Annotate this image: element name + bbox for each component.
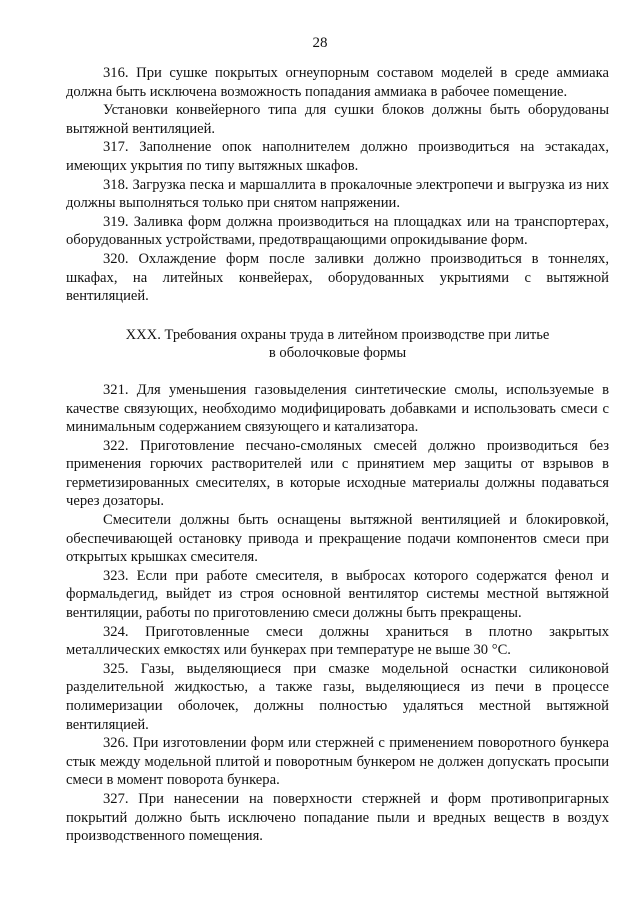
section-heading-line-1: XXX. Требования охраны труда в литейном производстве при литье bbox=[125, 326, 550, 343]
section-heading bbox=[66, 326, 609, 363]
paragraph-318: 318. Загрузка песка и маршаллита в прокалочные электропечи и выгрузка из них должны выполняться только при снятом напряжении. bbox=[66, 176, 609, 212]
paragraph-321: 321. Для уменьшения газовыделения синтетические смолы, используемые в качестве связующих, необходимо модифицировать добавками и использовать смеси с минимальным содержанием связующего и катализатора. bbox=[66, 381, 609, 436]
page-number: 28 bbox=[312, 35, 328, 51]
paragraph-322: 322. Приготовление песчано-смоляных смесей должно производиться без применения горючих растворителей или с принятием мер защиты от взрывов в герметизированных смесителях, в которые исходные материалы должны подаваться через дозаторы. bbox=[66, 437, 609, 510]
paragraph-323: 323. Если при работе смесителя, в выбросах которого содержатся фенол и формальдегид, выйдет из строя основной вентилятор системы местной вытяжной вентиляции, работы по приготовлению смеси должны быть прекращены. bbox=[66, 567, 609, 622]
document-body bbox=[66, 64, 609, 846]
paragraph-326: 326. При изготовлении форм или стержней с применением поворотного бункера стык между модельной плитой и поворотным бункером не должен допускать просыпи смеси в момент поворота бункера. bbox=[66, 735, 609, 789]
paragraph-327: 327. При нанесении на поверхности стержней и форм противопригарных покрытий должно быть исключено попадание пыли и вредных веществ в воздух производственного помещения. bbox=[66, 790, 609, 845]
paragraph-316-continued: Установки конвейерного типа для сушки блоков должны быть оборудованы вытяжной вентиляцией. bbox=[66, 102, 609, 137]
paragraph-324: 324. Приготовленные смеси должны храниться в плотно закрытых металлических емкостях или бункерах при температуре не выше 30 °С. bbox=[66, 623, 609, 659]
paragraph-317: 317. Заполнение опок наполнителем должно производиться на эстакадах, имеющих укрытия по типу вытяжных шкафов. bbox=[66, 139, 609, 174]
paragraph-320: 320. Охлаждение форм после заливки должно производиться в тоннелях, шкафах, на литейных конвейерах, оборудованных укрытиями с вытяжной вентиляцией. bbox=[66, 250, 609, 305]
section-heading-line-2: в оболочковые формы bbox=[268, 345, 407, 362]
paragraph-316: 316. При сушке покрытых огнеупорным составом моделей в среде аммиака должна быть исключена возможность попадания аммиака в рабочее помещение. bbox=[66, 65, 609, 100]
paragraph-319: 319. Заливка форм должна производиться на площадках или на транспортерах, оборудованных устройствами, предотвращающими опрокидывание форм. bbox=[66, 213, 609, 249]
paragraph-325: 325. Газы, выделяющиеся при смазке модельной оснастки силиконовой разделительной жидкостью, а также газы, выделяющиеся из печи в процессе полимеризации оболочек, должны полностью удаляться местной вытяжной вентиляцией. bbox=[66, 660, 609, 733]
paragraph-322-continued: Смесители должны быть оснащены вытяжной вентиляцией и блокировкой, обеспечивающей остановку привода и прекращение подачи компонентов смеси при открытых крышках смесителя. bbox=[66, 512, 609, 566]
